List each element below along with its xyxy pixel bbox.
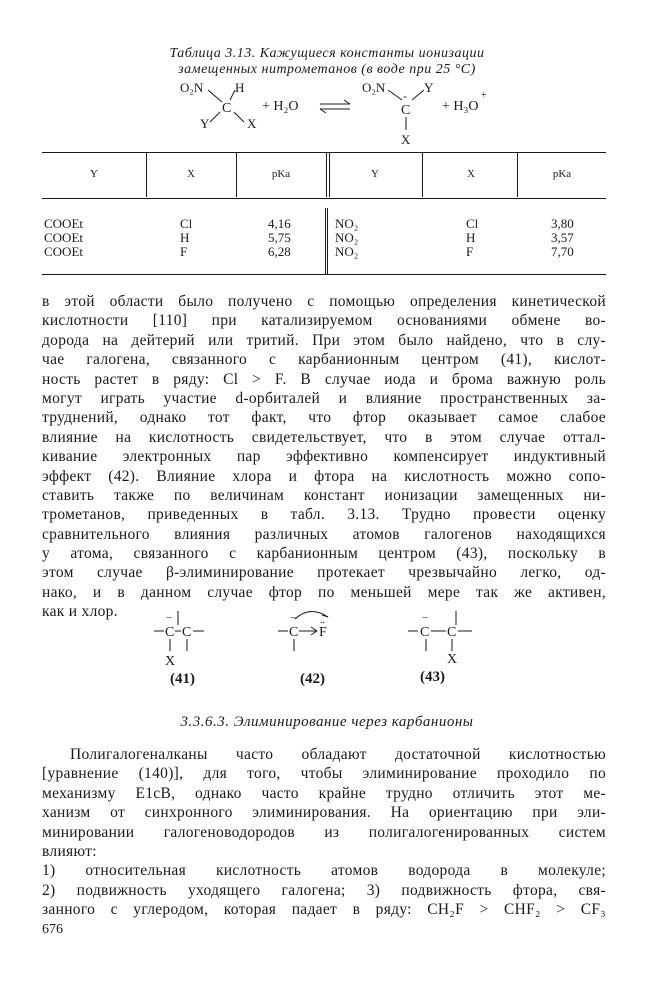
cell-pka: 4,16 (268, 216, 291, 231)
scheme-o2n-right: O₂N (362, 80, 386, 95)
cell-x: H (180, 230, 190, 245)
scheme-c-right: C (401, 103, 411, 118)
table-caption-line-2: замещенных нитрометанов (в воде при 25 °C) (178, 62, 476, 77)
text-line: кивание электронных пар эффективно компенсирует индуктивный (42, 448, 606, 466)
cell-pka: 7,70 (551, 244, 574, 259)
text-line: влияние на кислотность свидетельствует, что в этом случае оттал- (42, 428, 606, 446)
s43-c2: C (447, 625, 457, 640)
scheme-plus-water: + H₂O (262, 99, 299, 114)
header-separator (422, 153, 423, 197)
text-line: занного с углеродом, которая падает в ряду: CH₂F > CHF₂ > CF₃ (42, 901, 606, 919)
ionization-scheme (150, 78, 510, 148)
text-line: 1) относительная кислотность атомов водорода в молекуле; (42, 862, 606, 880)
header-separator (146, 153, 147, 197)
cell-x: Cl (466, 216, 479, 231)
cell-x: F (180, 244, 188, 259)
text-line: ханизм от синхронного элиминирования. На ориентацию при эли- (42, 804, 606, 822)
cell-y: NO₂ (335, 230, 359, 245)
header-separator (517, 153, 518, 197)
structure-42 (278, 611, 328, 687)
text-line: ность растет в ряду: Cl > F. В случае иода и брома важную роль (42, 370, 606, 388)
table-bottom-rule (42, 274, 606, 275)
text-line: у атома, связанного с карбанионным центром (43), поскольку в (42, 545, 606, 563)
text-line: трометанов, приведенных в табл. 3.13. Трудно провести оценку (42, 506, 606, 524)
text-line: дорода на дейтерий или тритий. При этом было найдено, что в слу- (42, 331, 606, 349)
text-line: нако, и в данном случае фтор по меньшей мере так же активен, (42, 583, 606, 601)
text-line: минировании галогеноводородов из полигалогенированных систем (42, 823, 606, 841)
s41-c2: C (182, 625, 192, 640)
s42-lone-pair: .. (320, 615, 325, 626)
scheme-h3o-charge: + (481, 90, 487, 101)
text-line: в этой области было получено с помощью определения кинетической (42, 293, 606, 310)
scheme-plus-h3o: + H₃O (442, 99, 479, 114)
text-line: сравнительного влияния различных атомов галогенов находящихся (42, 525, 606, 543)
table-row (44, 245, 83, 259)
cell-pka: 3,80 (551, 216, 574, 231)
header-pka-right: pKa (552, 168, 572, 180)
cell-y: NO₂ (335, 216, 359, 231)
carbanion-structures (150, 605, 510, 695)
cell-pka: 6,28 (268, 244, 291, 259)
s43-label: (43) (420, 669, 445, 685)
table-caption-line-1: Таблица 3.13. Кажущиеся константы ионизации (169, 46, 485, 61)
scheme-y-left: Y (200, 116, 210, 131)
table-row (44, 231, 83, 245)
header-x-left: X (187, 168, 195, 180)
text-line: Полигалогеналканы часто обладают достаточной кислотностью (70, 746, 606, 763)
s41-x: X (165, 654, 176, 669)
s41-charge: − (166, 612, 173, 624)
s43-c1: C (420, 625, 430, 640)
text-line: этом случае β-элиминирование протекает чрезвычайно легко, од- (42, 564, 606, 582)
text-line: эффект (42). Влияние хлора и фтора на кислотность можно сопо- (42, 467, 606, 485)
structure-41 (154, 611, 204, 687)
scheme-y-right: Y (424, 80, 434, 95)
scheme-x-left: X (247, 116, 257, 131)
text-line: труднений, однако тот факт, что фтор оказывает самое слабое (42, 409, 606, 427)
s41-label: (41) (170, 671, 195, 687)
s42-c: C (289, 625, 299, 640)
s42-f: F (319, 625, 327, 640)
cell-y: COOEt (44, 244, 83, 259)
cell-y: COOEt (44, 216, 83, 231)
header-separator (326, 153, 327, 197)
text-line: 2) подвижность уходящего галогена; 3) подвижность фтора, свя- (42, 881, 606, 899)
scheme-c-left: C (222, 101, 232, 116)
cell-pka: 5,75 (268, 230, 291, 245)
cell-x: Cl (180, 216, 193, 231)
body-paragraph-2 (42, 745, 606, 920)
text-line: как и хлор. (42, 603, 118, 621)
text-line: [уравнение (140)], для того, чтобы элиминирование проходило по (42, 765, 606, 783)
scheme-o2n-left: O₂N (180, 80, 204, 95)
cell-y: NO₂ (335, 244, 359, 259)
s41-c1: C (165, 625, 175, 640)
scheme-h: H (235, 80, 245, 95)
body-paragraph-1 (42, 292, 606, 622)
page-number: 676 (42, 922, 63, 937)
table-double-separator (325, 208, 328, 274)
header-separator (236, 153, 237, 197)
s42-charge: − (290, 612, 297, 624)
section-title: 3.3.6.3. Элиминирование через карбанионы (180, 714, 474, 730)
header-pka-left: pKa (271, 168, 291, 180)
header-y-left: Y (90, 168, 98, 180)
cell-pka: 3,57 (551, 230, 574, 245)
cell-x: H (466, 230, 476, 245)
text-line: чае галогена, связанного с карбанионным центром (41), кислот- (42, 351, 606, 369)
table-top-rule (42, 152, 606, 153)
cell-x: F (466, 244, 474, 259)
text-line: кислотности [110] при катализируемом основаниями обмене во- (42, 312, 606, 330)
s42-label: (42) (300, 671, 325, 687)
table-row (44, 217, 83, 231)
header-y-right: Y (371, 168, 379, 180)
s43-charge: − (422, 612, 429, 624)
text-line: механизму E1cB, однако часто крайне трудно отличить этот ме- (42, 784, 606, 802)
structure-43 (408, 611, 472, 685)
text-line: ставить также по величинам констант ионизации замещенных ни- (42, 486, 606, 504)
table-header-rule (42, 198, 606, 199)
text-line: могут играть участие d-орбиталей и влияние пространственных за- (42, 389, 606, 407)
header-separator (329, 153, 330, 197)
text-line: влияют: (42, 842, 97, 860)
header-x-right: X (467, 168, 475, 180)
s43-x: X (447, 652, 458, 667)
scheme-carbanion-charge: - (403, 89, 407, 103)
cell-y: COOEt (44, 230, 83, 245)
scheme-x-right: X (401, 132, 411, 147)
